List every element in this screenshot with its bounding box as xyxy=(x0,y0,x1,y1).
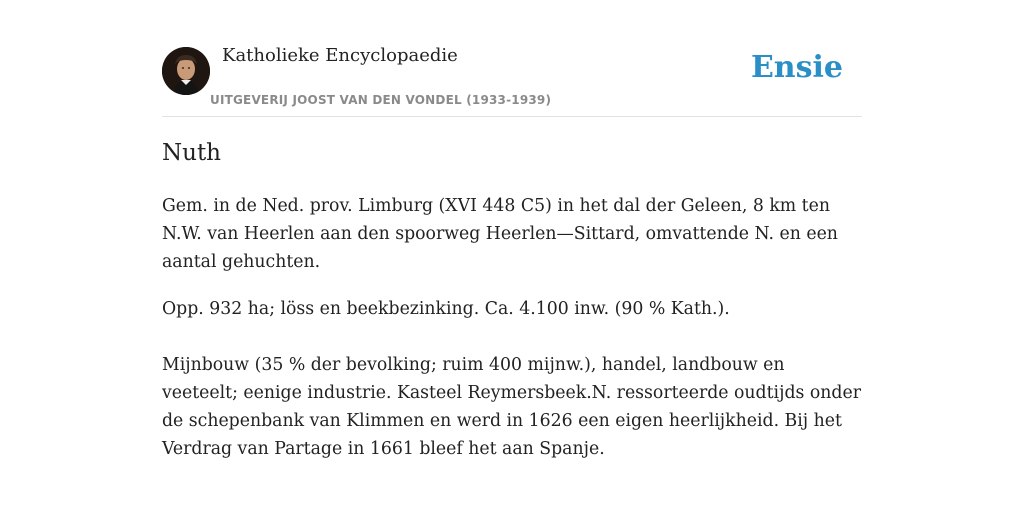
article-paragraph-2: Opp. 932 ha; löss en beekbezinking. Ca. 4.100 inw. (90 % Kath.). xyxy=(162,299,730,319)
publication-title[interactable]: Katholieke Encyclopaedie xyxy=(222,45,458,66)
article-paragraph-1: Gem. in de Ned. prov. Limburg (XVI 448 C5) in het dal der Geleen, 8 km ten N.W. van Heerlen aan den spoorweg Heerlen—Sittard, omvattende N. en een aantal gehuchten. xyxy=(162,196,838,272)
page xyxy=(162,0,862,459)
header xyxy=(162,0,862,117)
portrait-avatar[interactable] xyxy=(162,47,210,95)
ensie-logo[interactable]: Ensie xyxy=(750,50,843,85)
portrait-icon xyxy=(162,47,210,95)
article-paragraph-3: Mijnbouw (35 % der bevolking; ruim 400 mijnw.), handel, landbouw en veeteelt; eenige industrie. Kasteel Reymersbeek.N. ressorteerde oudtijds onder de schepenbank van Klimmen en werd in 1626 een eigen heerlijkheid. Bij het Verdrag van Partage in 1661 bleef het aan Spanje. xyxy=(162,355,861,459)
publisher-name: UITGEVERIJ JOOST VAN DEN VONDEL (1933-1939) xyxy=(210,93,552,107)
article-title: Nuth xyxy=(162,140,221,166)
